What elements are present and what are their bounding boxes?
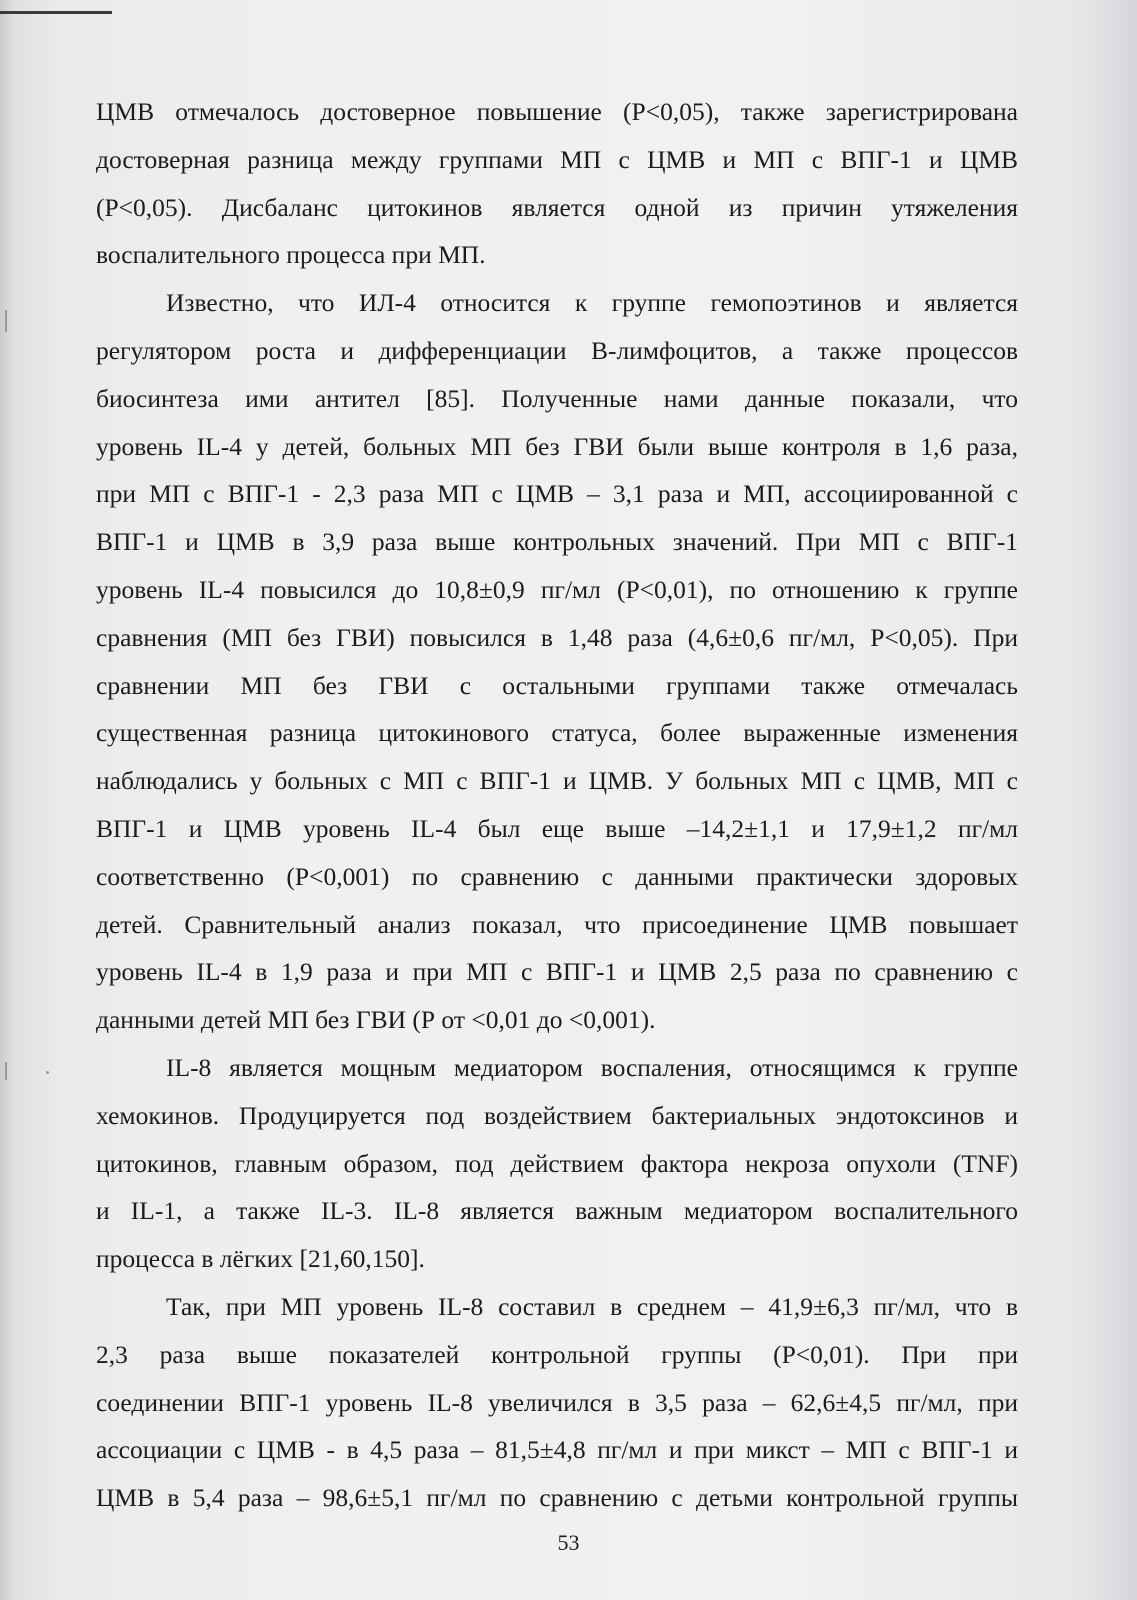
text-line: ВПГ-1 и ЦМВ уровень IL-4 был еще выше –14,2±1,1 и 17,9±1,2 пг/мл — [96, 813, 1018, 843]
text-line: при МП с ВПГ-1 - 2,3 раза МП с ЦМВ – 3,1 раза и МП, ассоциированной с — [96, 479, 1018, 509]
text-line: Так, при МП уровень IL-8 составил в среднем – 41,9±6,3 пг/мл, что в — [166, 1291, 1018, 1321]
text-line: уровень IL-4 у детей, больных МП без ГВИ были выше контроля в 1,6 раза, — [96, 431, 1018, 461]
text-line: процесса в лёгких [21,60,150]. — [96, 1244, 425, 1274]
text-line: и IL-1, а также IL-3. IL-8 является важным медиатором воспалительного — [96, 1196, 1018, 1226]
text-line: сравнения (МП без ГВИ) повысился в 1,48 раза (4,6±0,6 пг/мл, Р<0,05). При — [96, 622, 1018, 652]
text-line: соединении ВПГ-1 уровень IL-8 увеличился в 3,5 раза – 62,6±4,5 пг/мл, при — [96, 1387, 1018, 1417]
text-line: соответственно (Р<0,001) по сравнению с данными практически здоровых — [96, 861, 1018, 891]
scan-edge-mark — [0, 11, 112, 14]
text-line: хемокинов. Продуцируется под воздействием бактериальных эндотоксинов и — [96, 1100, 1018, 1130]
scan-edge-mark — [5, 1062, 7, 1080]
text-line: цитокинов, главным образом, под действием фактора некроза опухоли (TNF) — [96, 1148, 1018, 1178]
paragraph — [96, 1283, 1018, 1522]
text-line: 2,3 раза выше показателей контрольной группы (Р<0,01). При при — [96, 1339, 1018, 1369]
paragraph — [96, 279, 1018, 1044]
text-line: сравнении МП без ГВИ с остальными группами также отмечалась — [96, 670, 1018, 700]
body-text — [96, 88, 1018, 1522]
text-line: достоверная разница между группами МП с ЦМВ и МП с ВПГ-1 и ЦМВ — [96, 144, 1018, 174]
scan-speck — [46, 1071, 49, 1074]
text-line: детей. Сравнительный анализ показал, что присоединение ЦМВ повышает — [96, 909, 1018, 939]
text-line: IL-8 является мощным медиатором воспаления, относящимся к группе — [166, 1052, 1018, 1082]
text-line: ВПГ-1 и ЦМВ в 3,9 раза выше контрольных значений. При МП с ВПГ-1 — [96, 527, 1018, 557]
text-line: ЦМВ в 5,4 раза – 98,6±5,1 пг/мл по сравнению с детьми контрольной группы — [96, 1483, 1018, 1513]
paragraph — [96, 1044, 1018, 1283]
text-line: воспалительного процесса при МП. — [96, 240, 486, 270]
text-line: наблюдались у больных с МП с ВПГ-1 и ЦМВ. У больных МП с ЦМВ, МП с — [96, 766, 1018, 796]
text-line: уровень IL-4 в 1,9 раза и при МП с ВПГ-1 и ЦМВ 2,5 раза по сравнению с — [96, 957, 1018, 987]
text-line: регулятором роста и дифференциации В-лимфоцитов, а также процессов — [96, 335, 1018, 365]
text-line: ЦМВ отмечалось достоверное повышение (Р<0,05), также зарегистрирована — [96, 97, 1018, 126]
paragraph — [96, 88, 1018, 279]
text-line: данными детей МП без ГВИ (Р от <0,01 до <0,001). — [96, 1005, 656, 1035]
text-line: уровень IL-4 повысился до 10,8±0,9 пг/мл (Р<0,01), по отношению к группе — [96, 574, 1018, 604]
text-line: биосинтеза ими антител [85]. Полученные нами данные показали, что — [96, 383, 1018, 413]
text-line: (Р<0,05). Дисбаланс цитокинов является одной из причин утяжеления — [96, 192, 1018, 222]
text-line: ассоциации с ЦМВ - в 4,5 раза – 81,5±4,8 пг/мл и при микст – МП с ВПГ-1 и — [96, 1435, 1018, 1465]
page-number: 53 — [557, 1530, 580, 1555]
text-line: Известно, что ИЛ-4 относится к группе гемопоэтинов и является — [166, 288, 1018, 318]
scan-edge-mark — [5, 310, 7, 332]
text-line: существенная разница цитокинового статуса, более выраженные изменения — [96, 718, 1018, 748]
